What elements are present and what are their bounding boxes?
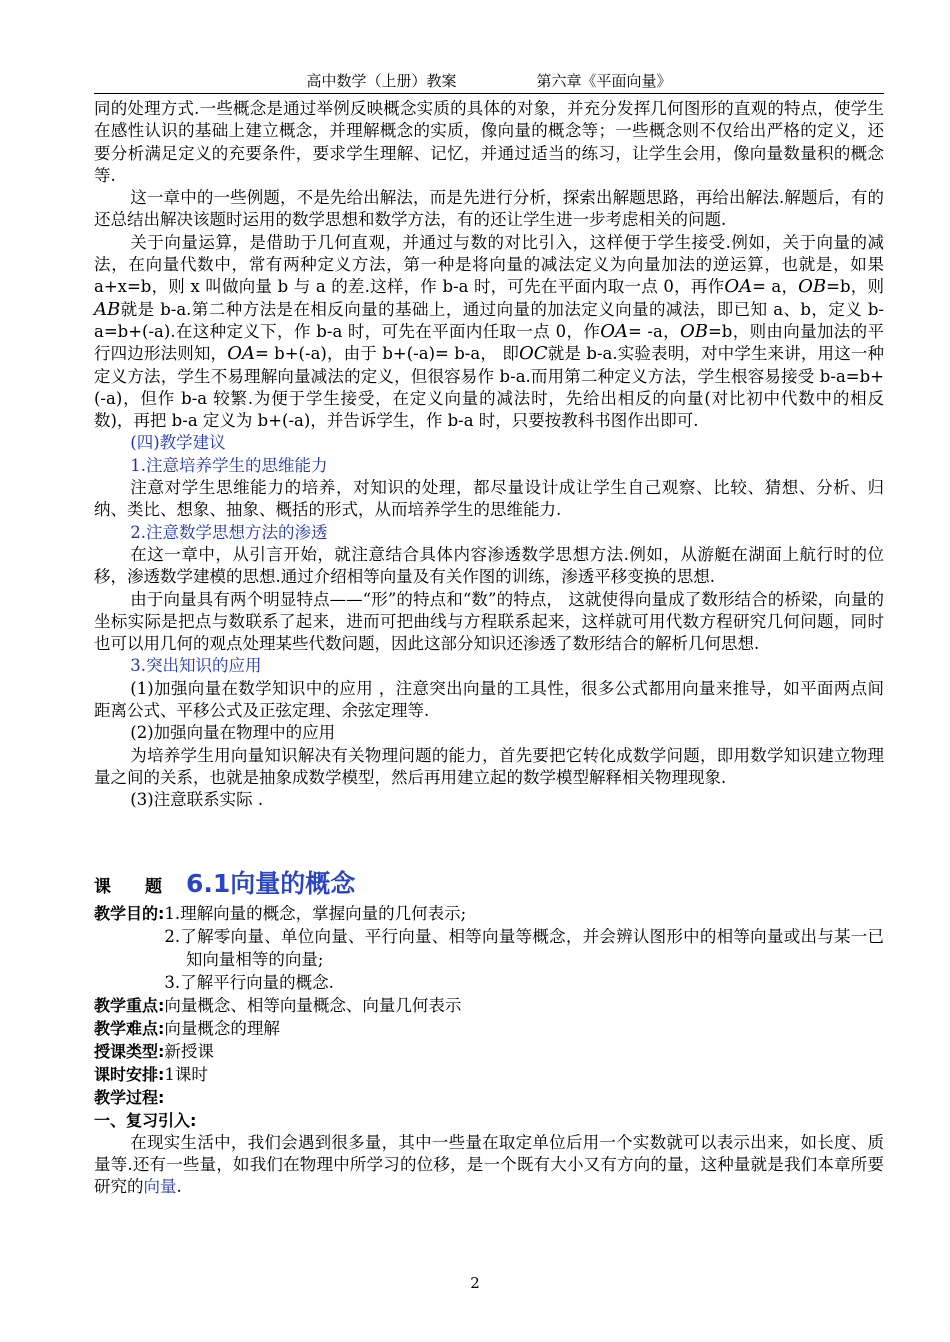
objectives-list <box>164 902 884 994</box>
vector-OB: OB <box>798 276 827 298</box>
text-run: . <box>176 1177 182 1197</box>
text-run: =b，则 <box>826 277 884 297</box>
header-left: 高中数学（上册）教案 <box>306 72 457 90</box>
objective-item: 3.了解平行向量的概念. <box>164 972 334 992</box>
key-points-label: 教学重点: <box>94 995 165 1015</box>
subsection-text-1: 注意对学生思维能力的培养，对知识的处理，都尽量设计成让学生自己观察、比较、猜想、分析、归纳、类比、想象、抽象、概括的形式，从而培养学生的思维能力. <box>94 478 884 520</box>
objective-item: 1.理解向量的概念，掌握向量的几何表示; <box>164 903 467 923</box>
process-row <box>94 1086 884 1109</box>
subsection-title-2: 2.注意数学思想方法的渗透 <box>130 522 328 542</box>
subsection-title-3: 3.突出知识的应用 <box>130 656 262 676</box>
text-run: 关于向量运算，是借助于几何直观，并通过与数的对比引入，这样便于学生接受.例如，关于向量的减法，在向量代数中，常有两种定义方法，第一种是将向量的减法定义为向量加法的逆运算，也就是，如果 a+x=b，则 x 叫做向量 b 与 a 的差.这样，作 b-a 时，可先在平面内取一点 0，再作 <box>94 232 884 297</box>
running-header <box>94 70 884 94</box>
body-text <box>94 98 884 1198</box>
text-run: 在现实生活中，我们会遇到很多量，其中一些量在取定单位后用一个实数就可以表示出来，如长度、质量等.还有一些量，如我们在物理中所学习的位移，是一个既有大小又有方向的量，这种量就是我们本章所要研究的 <box>94 1132 884 1197</box>
application-item-2: (2)加强向量在物理中的应用 <box>130 723 336 743</box>
objectives-label: 教学目的: <box>94 903 165 923</box>
vector-OB: OB <box>680 320 708 342</box>
vector-OA: OA <box>600 320 628 342</box>
difficulty-label: 教学难点: <box>94 1018 165 1038</box>
hours-label: 课时安排: <box>94 1064 165 1084</box>
vector-OA: OA <box>227 343 255 365</box>
review-heading: 一、复习引入: <box>94 1110 197 1130</box>
page-number: 2 <box>470 1274 480 1292</box>
objectives-row <box>94 902 884 994</box>
hours-value: 1课时 <box>164 1064 208 1084</box>
text-run: 就是 b-a.实验表明，对中学生来讲，用这一种定义方法，学生不易理解向量减法的定义，但很容易作 b-a.而用第二种定义方法，学生根容易接受 b-a=b+(-a)，但作 b-a 较繁.为便于学生接受，在定义向量的减法时，先给出相反的向量(对比初中代数中的相反数)，再把 b-a 定义为 b+(-a)，并告诉学生，作 b-a 时，只要按教科书图作出即可. <box>94 344 885 431</box>
text-run: =b，则由向量加法的平行四边形法则知， <box>94 321 885 364</box>
class-type-row <box>94 1040 884 1063</box>
subsection-title-1: 1.注意培养学生的思维能力 <box>130 455 328 475</box>
difficulty-value: 向量概念的理解 <box>164 1018 280 1038</box>
class-type-label: 授课类型: <box>94 1041 165 1061</box>
lesson-title: 6.1向量的概念 <box>186 868 356 898</box>
intro-paragraph-3 <box>94 232 884 433</box>
objective-item: 2.了解零向量、单位向量、平行向量、相等向量等概念，并会辨认图形中的相等向量或出与某一已知向量相等的向量; <box>164 926 884 969</box>
header-right: 第六章《平面向量》 <box>536 72 672 90</box>
intro-paragraph-1: 同的处理方式.一些概念是通过举例反映概念实质的具体的对象，并充分发挥几何图形的直观的特点，使学生在感性认识的基础上建立概念，并理解概念的实质，像向量的概念等；一些概念则不仅给出严格的定义，还要分析满足定义的充要条件，要求学生理解、记忆，并通过适当的练习，让学生会用，像向量数量积的概念等. <box>94 99 884 185</box>
hours-row <box>94 1063 884 1086</box>
lesson-label: 课 题 <box>94 876 162 897</box>
section-heading-suggestions: (四)教学建议 <box>130 433 226 453</box>
vector-OA: OA <box>724 276 753 298</box>
document-page <box>94 70 884 1198</box>
process-label: 教学过程: <box>94 1087 165 1107</box>
application-item-1: (1)加强向量在数学知识中的应用 ，注意突出向量的工具性，很多公式都用向量来推导，如平面两点间距离公式、平移公式及正弦定理、余弦定理等. <box>94 678 884 721</box>
subsection-text-2b: 由于向量具有两个明显特点——“形”的特点和“数”的特点， 这就使得向量成了数形结合的桥梁，向量的坐标实际是把点与数联系了起来，进而可把曲线与方程联系起来，这样就可用代数方程研究几何问题，同时也可以用几何的观点处理某些代数问题，因此这部分知识还渗透了数形结合的解析几何思想. <box>94 589 884 654</box>
vector-term: 向量 <box>143 1177 177 1197</box>
vector-AB: AB <box>94 298 121 320</box>
difficulty-row <box>94 1017 884 1040</box>
application-item-2-text: 为培养学生用向量知识解决有关物理问题的能力，首先要把它转化成数学问题，即用数学知识建立物理量之间的关系，也就是抽象成数学模型，然后再用建立起的数学模型解释相关物理现象. <box>94 745 884 787</box>
application-item-3: (3)注意联系实际 . <box>130 790 264 810</box>
text-run: = a， <box>752 277 799 297</box>
intro-paragraph-2: 这一章中的一些例题，不是先给出解法，而是先进行分析，探索出解题思路，再给出解法.解题后，有的还总结出解决该题时运用的数学思想和数学方法，有的还让学生进一步考虑相关的问题. <box>94 188 884 230</box>
text-run: 就是 b-a.第二种方法是在相反向量的基础上，通过向量的加法定义向量的减法，即已知 a、b，定义 b-a=b+(-a).在这种定义下，作 b-a 时，可先在平面内任取一点 0，作 <box>94 299 884 341</box>
vector-OC: OC <box>519 343 548 365</box>
key-points-row <box>94 994 884 1017</box>
text-run: = -a， <box>627 321 680 341</box>
lesson-title-row <box>94 866 884 902</box>
text-run: = b+(-a)，由于 b+(-a)= b-a， 即 <box>254 344 520 364</box>
key-points-value: 向量概念、相等向量概念、向量几何表示 <box>164 995 462 1015</box>
class-type-value: 新授课 <box>164 1041 214 1061</box>
subsection-text-2a: 在这一章中，从引言开始，就注意结合具体内容渗透数学思想方法.例如，从游艇在湖面上航行时的位移，渗透数学建模的思想.通过介绍相等向量及有关作图的训练，渗透平移变换的思想. <box>94 544 884 587</box>
review-paragraph <box>94 1132 884 1199</box>
